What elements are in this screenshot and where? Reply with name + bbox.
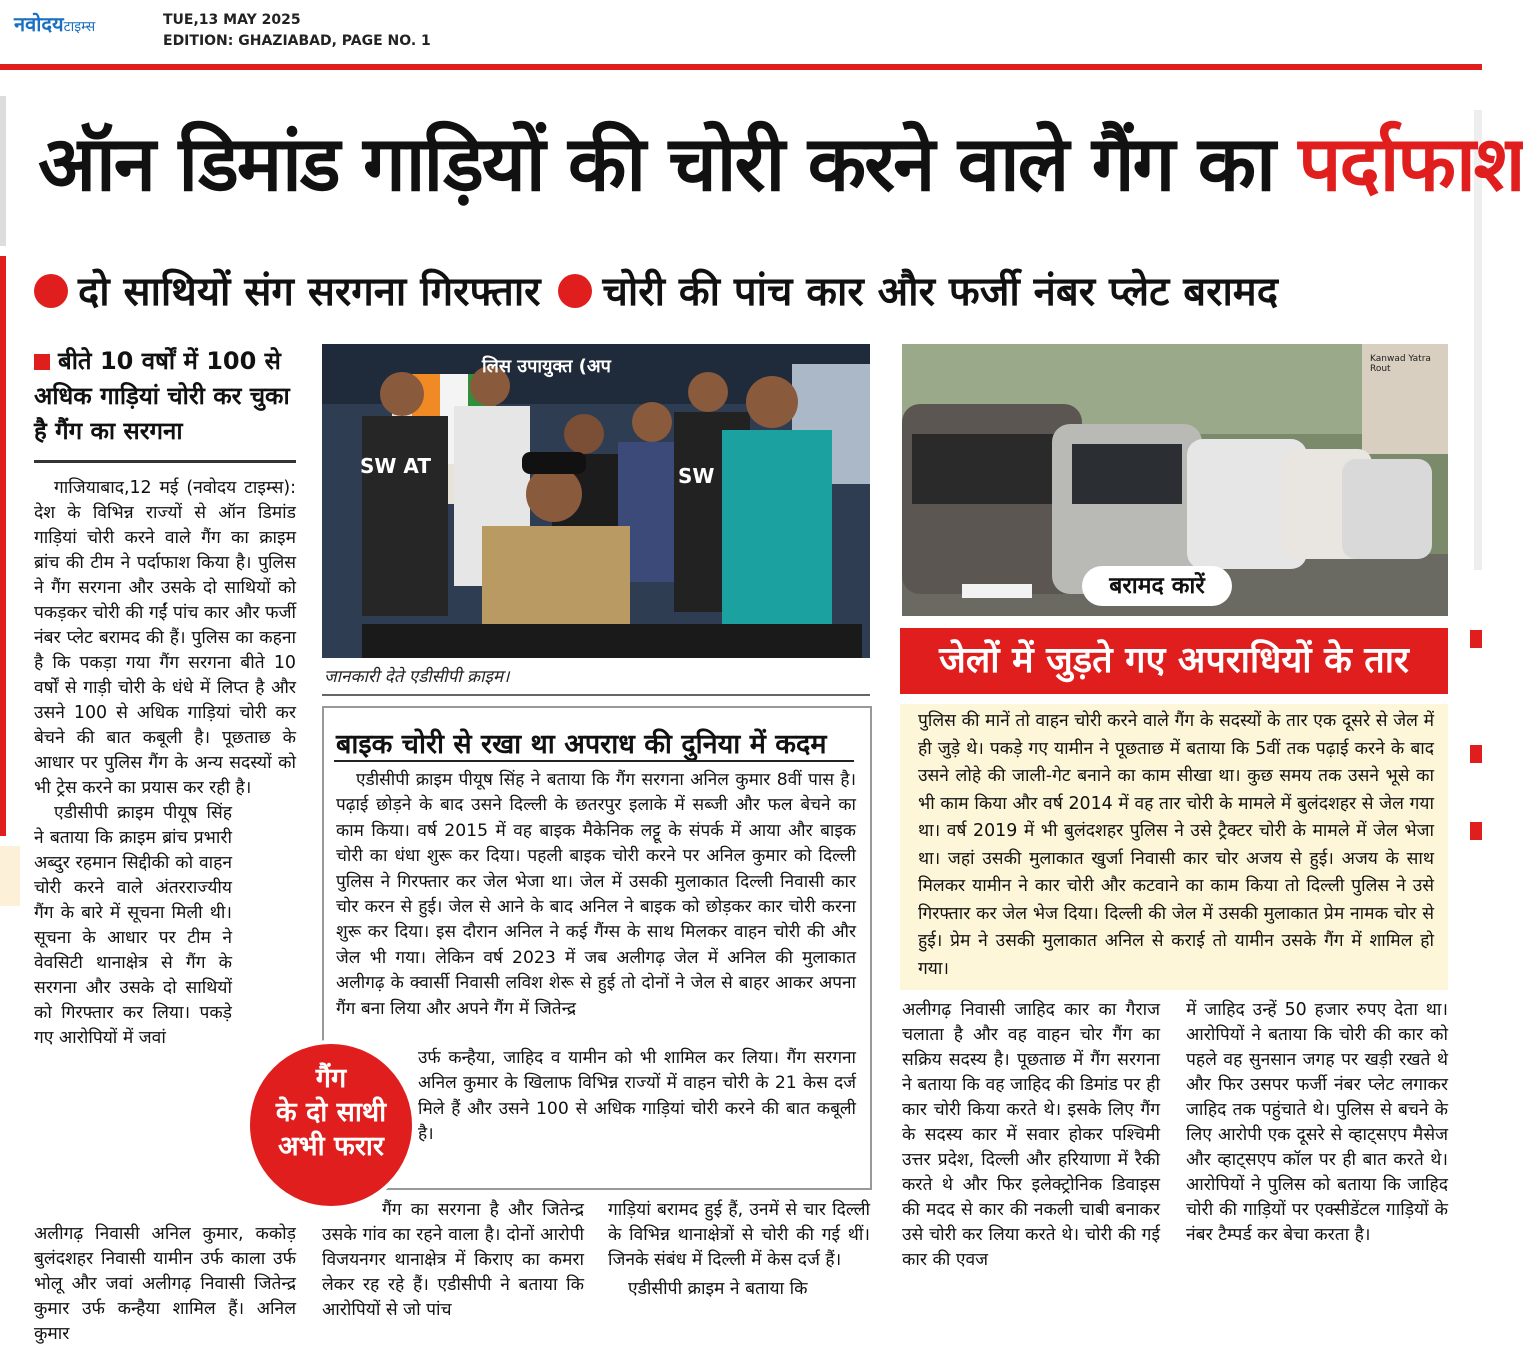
badge-line: गैंग (315, 1063, 347, 1094)
logo-sub: टाइम्स (63, 19, 96, 35)
right-column-b (1186, 998, 1448, 1248)
right-column-a (902, 998, 1160, 1273)
headline-highlight: पर्दाफाश (1298, 119, 1523, 208)
boxed-story-paragraph: एडीसीपी क्राइम पीयूष सिंह ने बताया कि गैंग सरगना अनिल कुमार 8वीं पास है। पढ़ाई छोड़ने के बाद उसने दिल्ली के छतरपुर इलाके में सब्जी और फल बेचने का काम किया। वर्ष 2015 में वह बाइक मैकेनिक लट्टू के संपर्क में आया और बाइक चोरी का धंधा शुरू कर दिया। पहली बाइक चोरी करने पर अनिल कुमार को दिल्ली पुलिस ने गिरफ्तार कर जेल भेजा था। जेल में उसकी मुलाकात दिल्ली निवासी कार चोर करन से हुई। जेल से आने के बाद अनिल ने बाइक को छोड़कर कार चोरी करना शुरू कर दिया। इस दौरान अनिल ने कई गैंग्स के साथ मिलकर वाहन चोरी की और जेल भी गया। लेकिन वर्ष 2023 में जब अलीगढ़ जेल में अनिल की मुलाकात अलीगढ़ के क्वार्सी निवासी लविश शेरू से हुई तो दोनों ने जेल से बाहर आकर अपना गैंग बना लिया और अपने गैंग में जितेन्द्र (336, 770, 856, 1019)
dateline (163, 10, 431, 52)
right-edge-marker (1470, 745, 1482, 763)
left-edge-strip-note (0, 846, 20, 906)
middle-column-text: एडीसीपी क्राइम ने बताया कि (628, 1279, 808, 1299)
issue-date: TUE,13 MAY 2025 (163, 12, 301, 28)
kicker-text: बीते 10 वर्षों में 100 से अधिक गाड़ियां चोरी कर चुका है गैंग का सरगना (34, 347, 290, 445)
photo-caption: जानकारी देते एडीसीपी क्राइम। (324, 667, 510, 687)
badge-line: के दो साथी (275, 1097, 387, 1128)
badge-line: अभी फरार (278, 1131, 384, 1162)
middle-column-text: गैंग का सरगना है और जितेन्द्र उसके गांव का रहने वाला है। दोनों आरोपी विजयनगर थानाक्षेत्र में किराए का कमरा लेकर रह रहे हैं। एडीसीपी ने बताया कि आरोपियों से जो पांच (322, 1200, 584, 1320)
caption-rule (322, 694, 870, 696)
swat-vest-label: SW (678, 464, 715, 488)
newspaper-logo[interactable] (14, 10, 95, 37)
left-story-paragraph: गाजियाबाद,12 मई (नवोदय टाइम्स): देश के विभिन्न राज्यों से ऑन डिमांड गाड़ियां चोरी करने वाले गैंग का क्राइम ब्रांच की टीम ने पर्दाफाश किया है। पुलिस ने गैंग सरगना और उसके दो साथियों को पकड़कर चोरी की गईं पांच कार और फर्जी नंबर प्लेट बरामद की हैं। पुलिस का कहना है कि पकड़ा गया गैंग सरगना बीते 10 वर्षों से गाड़ी चोरी के धंधे में लिप्त है और उसने 100 से अधिक गाड़ियां चोरी कर बेचने की बात कबूली है। पूछताछ के आधार पर पुलिस गैंग के अन्य सदस्यों को भी ट्रेस करने का प्रयास कर रही है। (34, 478, 296, 798)
press-photo-illustration (322, 344, 870, 658)
press-conference-photo[interactable] (322, 344, 870, 658)
right-story-box-text: पुलिस की मानें तो वाहन चोरी करने वाले गैंग के सदस्यों के तार एक दूसरे से जेल में ही जुड़े थे। पकड़े गए यामीन ने पूछताछ में बताया कि 5वीं तक पढ़ाई करने के बाद उसने लोहे की जाली-गेट बनाने का काम सीखा था। कुछ समय तक उसने भूसे का भी काम किया और वर्ष 2014 में वह तार चोरी के मामले में बुलंदशहर से जेल गया था। वर्ष 2019 में भी बुलंदशहर पुलिस ने उसे ट्रैक्टर चोरी के मामले में जेल भेजा था। जहां उसकी मुलाकात खुर्जा निवासी कार चोर अजय से हुई। अजय के साथ मिलकर यामीन ने कार चोरी और कटवाने का काम किया तो दिल्ली पुलिस ने उसे गिरफ्तार कर जेल भेज दिया। दिल्ली की जेल में उसकी मुलाकात प्रेम नामक चोर से हुई। प्रेम ने उसकी मुलाकात अनिल से कराई तो यामीन उसके गैंग में शामिल हो गया। (918, 711, 1434, 979)
left-story-tail (34, 1222, 296, 1347)
boxed-story-title: बाइक चोरी से रखा था अपराध की दुनिया में कदम (336, 729, 827, 760)
middle-column-b (608, 1198, 870, 1302)
photo-sign-text: लिस उपायुक्त (अप (482, 356, 611, 377)
photo-tag-recovered-cars: बरामद कारें (1082, 566, 1232, 606)
left-story-paragraph: अलीगढ़ निवासी अनिल कुमार, ककोड़ बुलंदशहर निवासी यामीन उर्फ काला उर्फ भोलू और जवां अलीगढ़ निवासी जितेन्द्र कुमार उर्फ कन्हैया शामिल हैं। अनिल कुमार (34, 1224, 296, 1344)
right-edge-marker (1470, 822, 1482, 840)
logo-main: नवोदय (14, 12, 64, 36)
right-edge-marker (1470, 630, 1482, 648)
swat-vest-label: SW AT (360, 454, 431, 478)
right-column-text: अलीगढ़ निवासी जाहिद कार का गैराज चलाता है और वह वाहन चोर गैंग का सक्रिय सदस्य है। पूछताछ में गैंग सरगना ने बताया कि वह जाहिद की डिमांड पर ही कार चोरी किया करते थे। इसके लिए गैंग के सदस्य कार में सवार होकर पश्चिमी उत्तर प्रदेश, दिल्ली और हरियाणा में रैकी करते थे और फिर इलेक्ट्रोनिक डिवाइस की मदद से कार की नकली चाबी बनाकर उसे चोरी कर लिया करते थे। चोरी की गई कार की एवज (902, 1000, 1160, 1270)
left-story-paragraph: एडीसीपी क्राइम पीयूष सिंह ने बताया कि क्राइम ब्रांच प्रभारी अब्दुर रहमान सिद्दीकी को वाहन चोरी करने वाले अंतरराज्यीय गैंग के बारे में सूचना मिली थी। सूचना के आधार पर टीम ने वेवसिटी थानाक्षेत्र से गैंग के सरगना और उसके दो साथियों को गिरफ्तार कर लिया। पकड़े गए आरोपियों में जवां (34, 803, 232, 1048)
subhead-left: दो साथियों संग सरगना गिरफ्तार (78, 269, 541, 315)
boxed-story-body-tail (418, 1046, 856, 1148)
subhead-right: चोरी की पांच कार और फर्जी नंबर प्लेट बरामद (602, 269, 1278, 315)
road-sign-text: Kanwad Yatra Rout (1370, 354, 1431, 374)
edition-info: EDITION: GHAZIABAD, PAGE NO. 1 (163, 33, 431, 49)
boxed-story-rule (334, 760, 854, 762)
boxed-story-body (336, 768, 856, 1022)
middle-column-text: गाड़ियां बरामद हुई हैं, उनमें से चार दिल्ली के विभिन्न थानाक्षेत्रों से चोरी की गई थीं। जिनके संबंध में दिल्ली में केस दर्ज हैं। (608, 1200, 870, 1270)
kicker-box (34, 344, 296, 449)
red-bullet-icon (558, 274, 592, 308)
middle-column-a (322, 1198, 584, 1323)
left-edge-strip-red (0, 256, 6, 836)
kicker-rule (34, 460, 296, 463)
headline-main: ऑन डिमांड गाड़ियों की चोरी करने वाले गैंग का (38, 119, 1299, 208)
red-square-icon (34, 354, 50, 370)
left-story-column (34, 476, 296, 1051)
main-headline (38, 118, 1523, 210)
sub-headline (30, 262, 1460, 322)
masthead-red-rule (0, 64, 1482, 70)
boxed-story-paragraph: उर्फ कन्हैया, जाहिद व यामीन को भी शामिल कर लिया। गैंग सरगना अनिल कुमार के खिलाफ विभिन्न राज्यों में वाहन चोरी के 21 केस दर्ज मिले हैं और उसने 100 से अधिक गाड़ियां चोरी करने की बात कबूली है। (418, 1048, 856, 1145)
left-edge-strip (0, 96, 6, 246)
red-bullet-icon (34, 274, 68, 308)
right-story-title: जेलों में जुड़ते गए अपराधियों के तार (900, 628, 1448, 694)
absconding-badge (246, 1040, 416, 1210)
right-column-text: में जाहिद उन्हें 50 हजार रुपए देता था। आरोपियों ने बताया कि चोरी की कार को पहले वह सुनसान जगह पर खड़ी रखते थे और फिर उसपर फर्जी नंबर प्लेट लगाकर जाहिद तक पहुंचाते थे। पुलिस से बचने के लिए आरोपी एक दूसरे से व्हाट्सएप मैसेज और व्हाट्सएप कॉल पर ही बात करते थे। आरोपियों ने पुलिस को बताया कि जाहिद चोरी की गाड़ियों पर एक्सीडेंटल गाड़ियों के नंबर टैम्पर्ड कर बेचा करता है। (1186, 1000, 1448, 1245)
